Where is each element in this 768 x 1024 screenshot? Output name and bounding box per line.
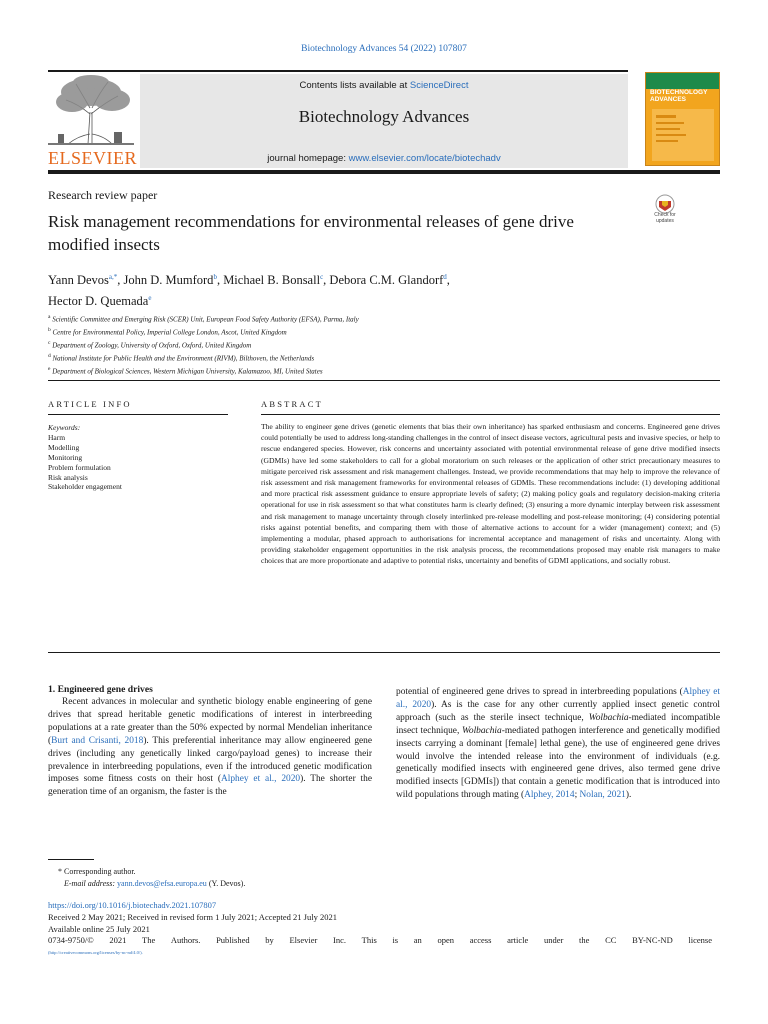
contents-line <box>140 80 628 91</box>
license-link[interactable]: (http://creativecommons.org/licenses/by-nc-nd/4.0/). <box>48 950 143 956</box>
cover-art <box>652 109 714 161</box>
keyword: Stakeholder engagement <box>48 482 122 492</box>
affiliation: $^c$ Department of Zoology, University of Oxford, Oxford, United Kingdom <box>48 339 252 350</box>
body-paragraph-right: potential of engineered gene drives to spread in interbreeding populations (Alphey et al., 2020). As is the case for any other currently applied insect genetic control approach (such as the sterile insect technique, Wolbachia-mediated incompatible insect technique, Wolbachia-mediated pathogen interference and genetically modified insects carrying a dominant [female] lethal gene), the use of engineered gene drives would involve the intended release into the environment of individuals (e.g. genetically modified insects with engineered gene drives, also termed gene drive modified insects [GDMIs]) that contain a genetic modification that is introduced into wild populations through mating (Alphey, 2014; Nolan, 2021). <box>396 687 720 801</box>
cover-title: BIOTECHNOLOGY ADVANCES <box>650 89 708 103</box>
article-title: Risk management recommendations for environmental releases of gene drive modified insects <box>48 212 574 254</box>
divider <box>48 652 720 653</box>
history-dates: Received 2 May 2021; Received in revised form 1 July 2021; Accepted 21 July 2021 <box>48 911 337 922</box>
author-list <box>48 268 648 310</box>
body-paragraph-left: Recent advances in molecular and synthetic biology enable engineering of gene drives that spread heritable genetic modifications of interest in interbreeding populations at a rate greater than the 50% expected by normal Mendelian inheritance (Burt and Crisanti, 2018). This preferential inheritance may allow engineered gene drives (including any genetically linked cargo/payload genes) to increase their prevalence in interbreeding populations, even if the introduced genetic modification imposes some fitness costs on their host (Alphey et al., 2020). The shorter the generation time of an organism, the faster is the <box>48 697 373 798</box>
keyword: Monitoring <box>48 452 83 462</box>
sciencedirect-link[interactable]: ScienceDirect <box>409 80 469 91</box>
footnotes <box>48 866 728 890</box>
contents-prefix: Contents lists available at <box>299 80 410 91</box>
footnote-rule <box>48 859 94 860</box>
article-type: Research review paper <box>48 188 158 202</box>
online-date: Available online 25 July 2021 <box>48 923 150 934</box>
affiliation: $^d$ National Institute for Public Health and the Environment (RIVM), Bilthoven, the Netherlands <box>48 352 315 363</box>
check-for-updates-badge[interactable] <box>645 193 685 229</box>
journal-cover-thumbnail[interactable] <box>645 72 720 166</box>
author[interactable]: Hector D. Quemada$^e$ <box>48 294 152 309</box>
citation-link[interactable]: Burt and Crisanti, 2018 <box>51 735 144 746</box>
section-heading: 1. Engineered gene drives <box>48 684 153 695</box>
author[interactable]: Yann Devos$^{a,*}$, <box>48 273 124 288</box>
keyword: Harm <box>48 432 66 442</box>
keyword: Risk analysis <box>48 472 88 482</box>
affiliation-list <box>48 312 648 377</box>
banner-top-rule <box>48 70 628 72</box>
homepage-prefix: journal homepage: <box>267 153 349 164</box>
keywords-block <box>48 423 228 492</box>
abstract-heading: ABSTRACT <box>261 399 323 409</box>
banner-bottom-rule <box>48 170 720 174</box>
abstract-rule <box>261 414 720 415</box>
affiliation: $^b$ Centre for Environmental Policy, Imperial College London, Ascot, United Kingdom <box>48 326 287 337</box>
divider <box>48 380 720 381</box>
article-info-heading: ARTICLE INFO <box>48 399 132 409</box>
keywords-label: Keywords: <box>48 423 81 432</box>
elsevier-wordmark: ELSEVIER <box>48 148 137 168</box>
affiliation: $^a$ Scientific Committee and Emerging Risk (SCER) Unit, European Food Safety Authority (EFSA), Parma, Italy <box>48 314 359 324</box>
cover-band <box>646 73 720 89</box>
homepage-link[interactable]: www.elsevier.com/locate/biotechadv <box>348 153 501 164</box>
email-link[interactable]: yann.devos@efsa.europa.eu <box>117 879 207 888</box>
elsevier-logo[interactable] <box>48 74 138 170</box>
keyword: Modelling <box>48 442 80 452</box>
author[interactable]: Michael B. Bonsall$^c$, <box>223 273 330 288</box>
corresponding-author-note: * Corresponding author. <box>58 867 136 876</box>
publication-info <box>48 900 712 959</box>
citation-link[interactable]: Alphey et al., 2020 <box>396 687 720 710</box>
check-updates-label: Check for updates <box>654 212 676 224</box>
citation-link[interactable]: Alphey, 2014 <box>524 790 575 801</box>
article-info-rule <box>48 414 228 415</box>
journal-title[interactable]: Biotechnology Advances <box>298 107 470 126</box>
citation-link[interactable]: Nolan, 2021 <box>579 790 626 801</box>
keyword: Problem formulation <box>48 462 111 472</box>
elsevier-tree-icon <box>48 74 134 146</box>
email-note: E-mail address: yann.devos@efsa.europa.eu (Y. Devos). <box>64 879 246 888</box>
journal-citation[interactable]: Biotechnology Advances 54 (2022) 107807 <box>301 44 467 54</box>
author[interactable]: Debora C.M. Glandorf$^d$, <box>329 273 450 288</box>
affiliation: $^e$ Department of Biological Sciences, Western Michigan University, Kalamazoo, MI, United States <box>48 365 323 376</box>
homepage-line <box>140 153 628 164</box>
license-line: 0734-9750/© 2021 The Authors. Published by Elsevier Inc. This is an open access article under the CC BY-NC-ND license <box>48 935 712 946</box>
citation-link[interactable]: Alphey et al., 2020 <box>220 774 301 785</box>
abstract-text: The ability to engineer gene drives (genetic elements that bias their own inheritance) has sparked enthusiasm and concerns. Engineered gene drives could potentially be used to address long-standing challenges in the control of insect disease vectors, agricultural pests and invasive species, or help to rescue endangered species. However, risk concerns and uncertainty associated with potential environmental release of gene drive modified insects (GDMIs) have led some stakeholders to call for a global moratorium on such releases or the application of other strict precautionary measures to mitigate perceived risk assessment and risk management challenges. Instead, we provide recommendations that may help to improve the relevance of risk assessment and risk management frameworks for environmental releases of GDMIs. These recommendations include: (1) developing additional and more practical risk assessment guidance to ensure appropriate levels of safety; (2) making policy goals and regulatory decision-making criteria operational for use in risk assessment so that what constitutes harm is clearly defined; (3) ensuring a more dynamic interplay between risk assessment and risk management to manage uncertainty through closely interlinked pre-release modelling and post-release monitoring; (4) considering potential risks against potential benefits, and comparing them with those of alternative actions to account for a wider (management) context; and (5) implementing a modular, phased approach to authorisations for incremental acceptance and management of risks and uncertainty. Along with providing stakeholder engagement opportunities in the risk analysis process, the recommendations proposed may enable risk managers to make choices that are more proportionate and adaptive to potential risks, uncertainty and benefits of GDMI applications, and socially robust. <box>261 422 720 566</box>
doi-link[interactable]: https://doi.org/10.1016/j.biotechadv.2021.107807 <box>48 900 217 910</box>
author[interactable]: John D. Mumford$^b$, <box>123 273 224 288</box>
